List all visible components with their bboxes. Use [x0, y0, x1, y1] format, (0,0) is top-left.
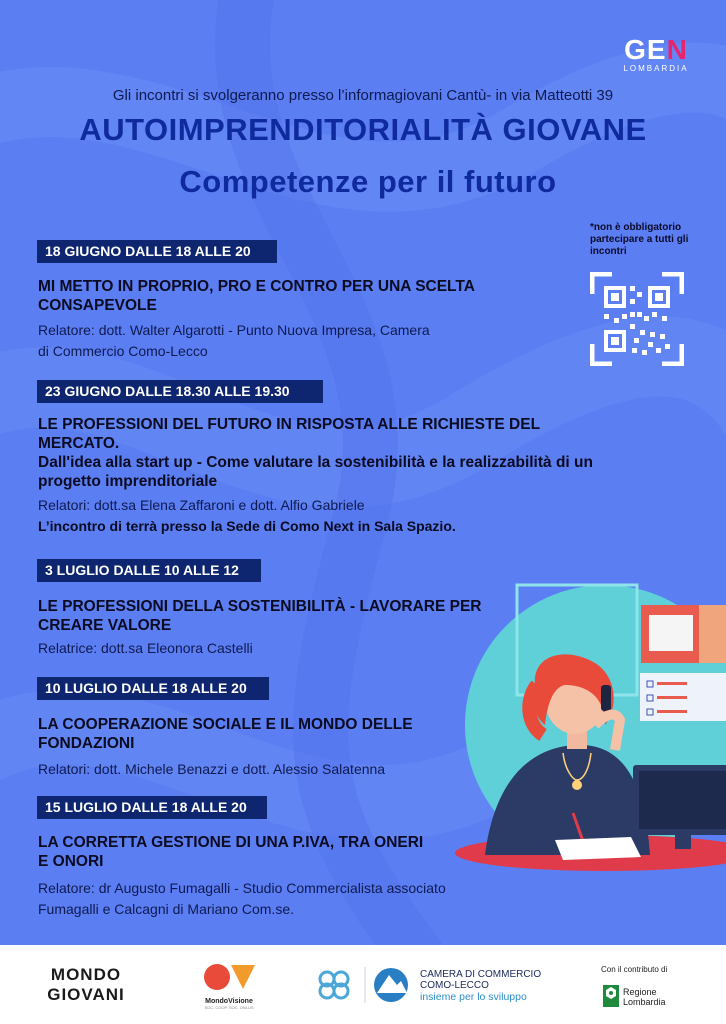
event-4-title-line2: FONDAZIONI	[38, 735, 135, 752]
regione-lombardia-icon	[603, 985, 619, 1007]
mondovisione-icon	[201, 963, 257, 993]
event-5-title-line2: E ONORI	[38, 853, 104, 870]
regione-line2: Lombardia	[623, 997, 666, 1007]
event-2-subtitle-line1: Dall'idea alla start up - Come valutare la sostenibilità e la realizzabilità di un	[38, 454, 593, 471]
mondo-giovani-line2: GIOVANI	[47, 985, 125, 1004]
gen-logo-text: GE	[624, 34, 667, 65]
woman-at-desk-illustration	[455, 575, 726, 875]
event-3-date: 3 LUGLIO DALLE 10 ALLE 12	[37, 559, 261, 582]
event-3-title-line1: LE PROFESSIONI DELLA SOSTENIBILITÀ - LAVORARE PER	[38, 598, 482, 615]
regione-line1: Regione	[623, 987, 657, 997]
footer-logos	[0, 945, 726, 1024]
main-title: AUTOIMPRENDITORIALITÀ GIOVANE	[79, 112, 647, 147]
event-1-speaker-line1: Relatore: dott. Walter Algarotti - Punto Nuova Impresa, Camera	[38, 322, 430, 338]
event-2-title-line1: LE PROFESSIONI DEL FUTURO IN RISPOSTA ALLE RICHIESTE DEL	[38, 416, 541, 433]
camera-commercio-logo	[315, 963, 575, 1007]
event-2-subtitle-line2: progetto imprenditoriale	[38, 473, 218, 490]
event-1-title-line1: MI METTO IN PROPRIO, PRO E CONTRO PER UNA SCELTA	[38, 278, 475, 295]
event-5-date: 15 LUGLIO DALLE 18 ALLE 20	[37, 796, 267, 819]
regione-lombardia-logo	[601, 965, 701, 1007]
gen-logo-sub: LOMBARDIA	[623, 64, 689, 73]
mondo-giovani-line1: MONDO	[50, 965, 122, 984]
ccia-text-line2: COMO-LECCO	[420, 980, 489, 991]
event-2-date: 23 GIUGNO DALLE 18.30 ALLE 19.30	[37, 380, 323, 403]
contribution-label: Con il contributo di	[601, 965, 668, 974]
event-5-speaker-line2: Fumagalli e Calcagni di Mariano Com.se.	[38, 901, 294, 917]
mondo-giovani-logo	[36, 965, 136, 1005]
venue-text: Gli incontri si svolgeranno presso l’informagiovani Cantù- in via Matteotti 39	[112, 87, 614, 104]
mondovisione-logo	[196, 963, 262, 1010]
ccia-text-line1: CAMERA DI COMMERCIO	[420, 969, 542, 980]
event-1-speaker-line2: di Commercio Como-Lecco	[38, 343, 208, 359]
event-2-title-line2: MERCATO.	[38, 435, 120, 452]
gen-lombardia-logo	[616, 36, 696, 73]
event-2-speaker: Relatori: dott.sa Elena Zaffaroni e dott. Alfio Gabriele	[38, 497, 365, 513]
gen-logo-accent: N	[666, 34, 688, 65]
event-2-note: L’incontro di terrà presso la Sede di Como Next in Sala Spazio.	[38, 518, 456, 534]
event-1-title-line2: CONSAPEVOLE	[38, 297, 157, 314]
event-3-title-line2: CREARE VALORE	[38, 617, 172, 634]
mondovisione-tag: SOC. COOP. SOC. ONLUS	[204, 1005, 254, 1010]
ccia-knot-icon	[320, 972, 348, 998]
ccia-mountain-icon	[374, 968, 408, 1002]
phone-icon	[601, 685, 611, 711]
checklist-icon	[640, 605, 726, 721]
qr-code-icon[interactable]	[590, 272, 684, 366]
ccia-text-line3: insieme per lo sviluppo	[420, 991, 527, 1003]
event-4-date: 10 LUGLIO DALLE 18 ALLE 20	[37, 677, 269, 700]
event-3-speaker: Relatrice: dott.sa Eleonora Castelli	[38, 640, 253, 656]
qr-note: *non è obbligatorio partecipare a tutti gli incontri	[590, 222, 689, 257]
event-5-speaker-line1: Relatore: dr Augusto Fumagalli - Studio Commercialista associato	[38, 880, 446, 896]
mondovisione-name: MondoVisione	[205, 998, 253, 1005]
event-4-title-line1: LA COOPERAZIONE SOCIALE E IL MONDO DELLE	[38, 716, 413, 733]
event-4-speaker: Relatori: dott. Michele Benazzi e dott. Alessio Salatenna	[38, 761, 386, 777]
subtitle: Competenze per il futuro	[179, 164, 557, 199]
event-1-date: 18 GIUGNO DALLE 18 ALLE 20	[37, 240, 277, 263]
event-5-title-line1: LA CORRETTA GESTIONE DI UNA P.IVA, TRA ONERI	[38, 834, 424, 851]
